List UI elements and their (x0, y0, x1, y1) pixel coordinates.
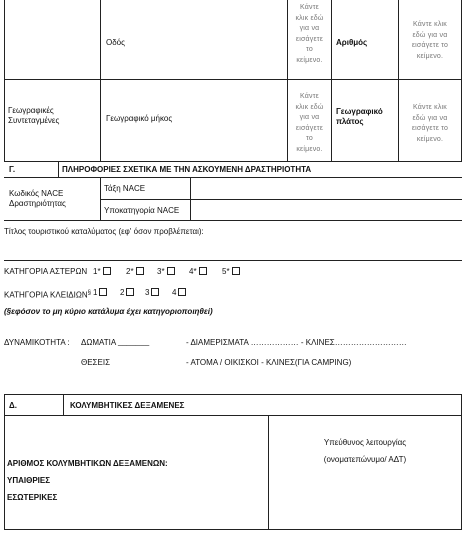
pools-count-label: ΑΡΙΘΜΟΣ ΚΟΛΥΜΒΗΤΙΚΩΝ ΔΕΞΑΜΕΝΩΝ: (7, 459, 168, 468)
apartments-beds-label: - ΔΙΑΜΕΡΙΣΜΑΤΑ ……………… - ΚΛΙΝΕΣ……………………… (186, 338, 407, 347)
section-border (63, 394, 64, 416)
key-option-2[interactable] (120, 288, 134, 298)
option-label: 2 (120, 288, 125, 297)
section-border (4, 415, 462, 416)
section-border (4, 177, 462, 178)
geo-coordinates-label: Γεωγραφικές Συντεταγμένες (8, 106, 60, 125)
section-d-letter: Δ. (9, 401, 17, 410)
keys-label-text: ΚΑΤΗΓΟΡΙΑ ΚΛΕΙΔΙΩΝ (4, 290, 88, 300)
indoor-pools-input[interactable] (60, 491, 260, 503)
section-border (4, 529, 462, 530)
table-border (100, 0, 101, 162)
seats-input[interactable] (110, 356, 170, 368)
responsible-operator-label: Υπεύθυνος λειτουργίας (323, 438, 407, 447)
option-label: 1 (93, 288, 98, 297)
table-border (4, 0, 5, 162)
section-border (58, 162, 59, 178)
tourist-title-label: Τίτλος τουριστικού καταλύματος (εφ' όσον προβλέπεται): (4, 227, 204, 236)
key-option-1[interactable] (93, 288, 107, 298)
section-border (4, 260, 462, 261)
key-checkbox-4[interactable] (178, 288, 186, 296)
responsible-operator-sublabel: (ονοματεπώνυμο/ ΑΔΤ) (323, 455, 407, 464)
seats-label: ΘΕΣΕΙΣ (81, 358, 111, 367)
tourist-title-input[interactable] (4, 238, 460, 260)
street-input[interactable]: Κάντε κλικ εδώ για να εισάγετε το κείμενο. (295, 4, 324, 64)
key-option-3[interactable] (145, 288, 159, 298)
section-d-title: ΚΟΛΥΜΒΗΤΙΚΕΣ ΔΕΞΑΜΕΝΕΣ (70, 401, 185, 410)
star-option-4[interactable] (189, 267, 207, 277)
table-border (331, 0, 332, 162)
key-checkbox-1[interactable] (99, 288, 107, 296)
star-option-1[interactable] (93, 267, 111, 277)
nace-subcategory-input[interactable] (192, 201, 460, 219)
number-label: Αριθμός (336, 38, 368, 47)
section-g-letter: Γ. (9, 165, 16, 174)
keys-footnote: (§εφόσον το μη κύριο κατάλυμα έχει κατηγοριοποιηθεί) (4, 307, 213, 316)
table-border (4, 79, 462, 80)
key-checkbox-3[interactable] (151, 288, 159, 296)
nace-subcategory-label: Υποκατηγορία NACE (104, 206, 180, 215)
star-checkbox-3[interactable] (167, 267, 175, 275)
street-label: Οδός (106, 38, 125, 47)
star-option-5[interactable] (222, 267, 240, 277)
latitude-label: Γεωγραφικό πλάτος (336, 107, 383, 126)
star-option-2[interactable] (126, 267, 144, 277)
number-input[interactable]: Κάντε κλικ εδώ για να εισάγετε το κείμενο. (411, 21, 449, 60)
latitude-input[interactable]: Κάντε κλικ εδώ για να εισάγετε το κείμενο. (411, 104, 449, 143)
option-label: 2* (126, 267, 134, 276)
nace-code-label: Κωδικός NACE Δραστηριότητας (9, 189, 66, 208)
nace-border (4, 220, 462, 221)
star-checkbox-4[interactable] (199, 267, 207, 275)
section-g-title: ΠΛΗΡΟΦΟΡΙΕΣ ΣΧΕΤΙΚΑ ΜΕ ΤΗΝ ΑΣΚΟΥΜΕΝΗ ΔΡΑΣΤΗΡΙΟΤΗΤΑ (62, 165, 312, 174)
option-label: 4 (172, 288, 177, 297)
table-border (4, 161, 462, 162)
nace-border (100, 199, 462, 200)
rooms-input[interactable]: _______ (118, 337, 150, 346)
section-border (268, 415, 269, 530)
nace-class-input[interactable] (192, 179, 460, 198)
key-checkbox-2[interactable] (126, 288, 134, 296)
persons-cabins-beds-label: - ΑΤΟΜΑ / ΟΙΚΙΣΚΟΙ - ΚΛΙΝΕΣ(ΓΙΑ CAMPING) (186, 358, 352, 367)
keys-footnote-mark: § (87, 290, 91, 296)
star-option-3[interactable] (157, 267, 175, 277)
nace-class-label: Τάξη NACE (104, 184, 146, 193)
option-label: 4* (189, 267, 197, 276)
indoor-pools-label: ΕΣΩΤΕΡΙΚΕΣ (7, 493, 58, 502)
outdoor-pools-label: ΥΠΑΙΘΡΙΕΣ (7, 476, 51, 485)
option-label: 3 (145, 288, 150, 297)
section-border (4, 394, 462, 395)
option-label: 5* (222, 267, 230, 276)
option-label: 3* (157, 267, 165, 276)
pools-count-input[interactable] (178, 456, 264, 468)
key-option-4[interactable] (172, 288, 186, 298)
outdoor-pools-input[interactable] (60, 474, 260, 486)
star-checkbox-5[interactable] (232, 267, 240, 275)
star-checkbox-1[interactable] (103, 267, 111, 275)
stars-label: ΚΑΤΗΓΟΡΙΑ ΑΣΤΕΡΩΝ (4, 267, 88, 276)
option-label: 1* (93, 267, 101, 276)
keys-label (4, 288, 91, 301)
rooms-label: ΔΩΜΑΤΙΑ (81, 338, 117, 347)
responsible-operator-input[interactable] (272, 470, 458, 526)
longitude-label: Γεωγραφικό μήκος (106, 114, 173, 123)
longitude-input[interactable]: Κάντε κλικ εδώ για να εισάγετε το κείμενο. (295, 93, 324, 153)
star-checkbox-2[interactable] (136, 267, 144, 275)
capacity-label: ΔΥΝΑΜΙΚΟΤΗΤΑ : (4, 338, 70, 347)
table-border (461, 0, 462, 162)
